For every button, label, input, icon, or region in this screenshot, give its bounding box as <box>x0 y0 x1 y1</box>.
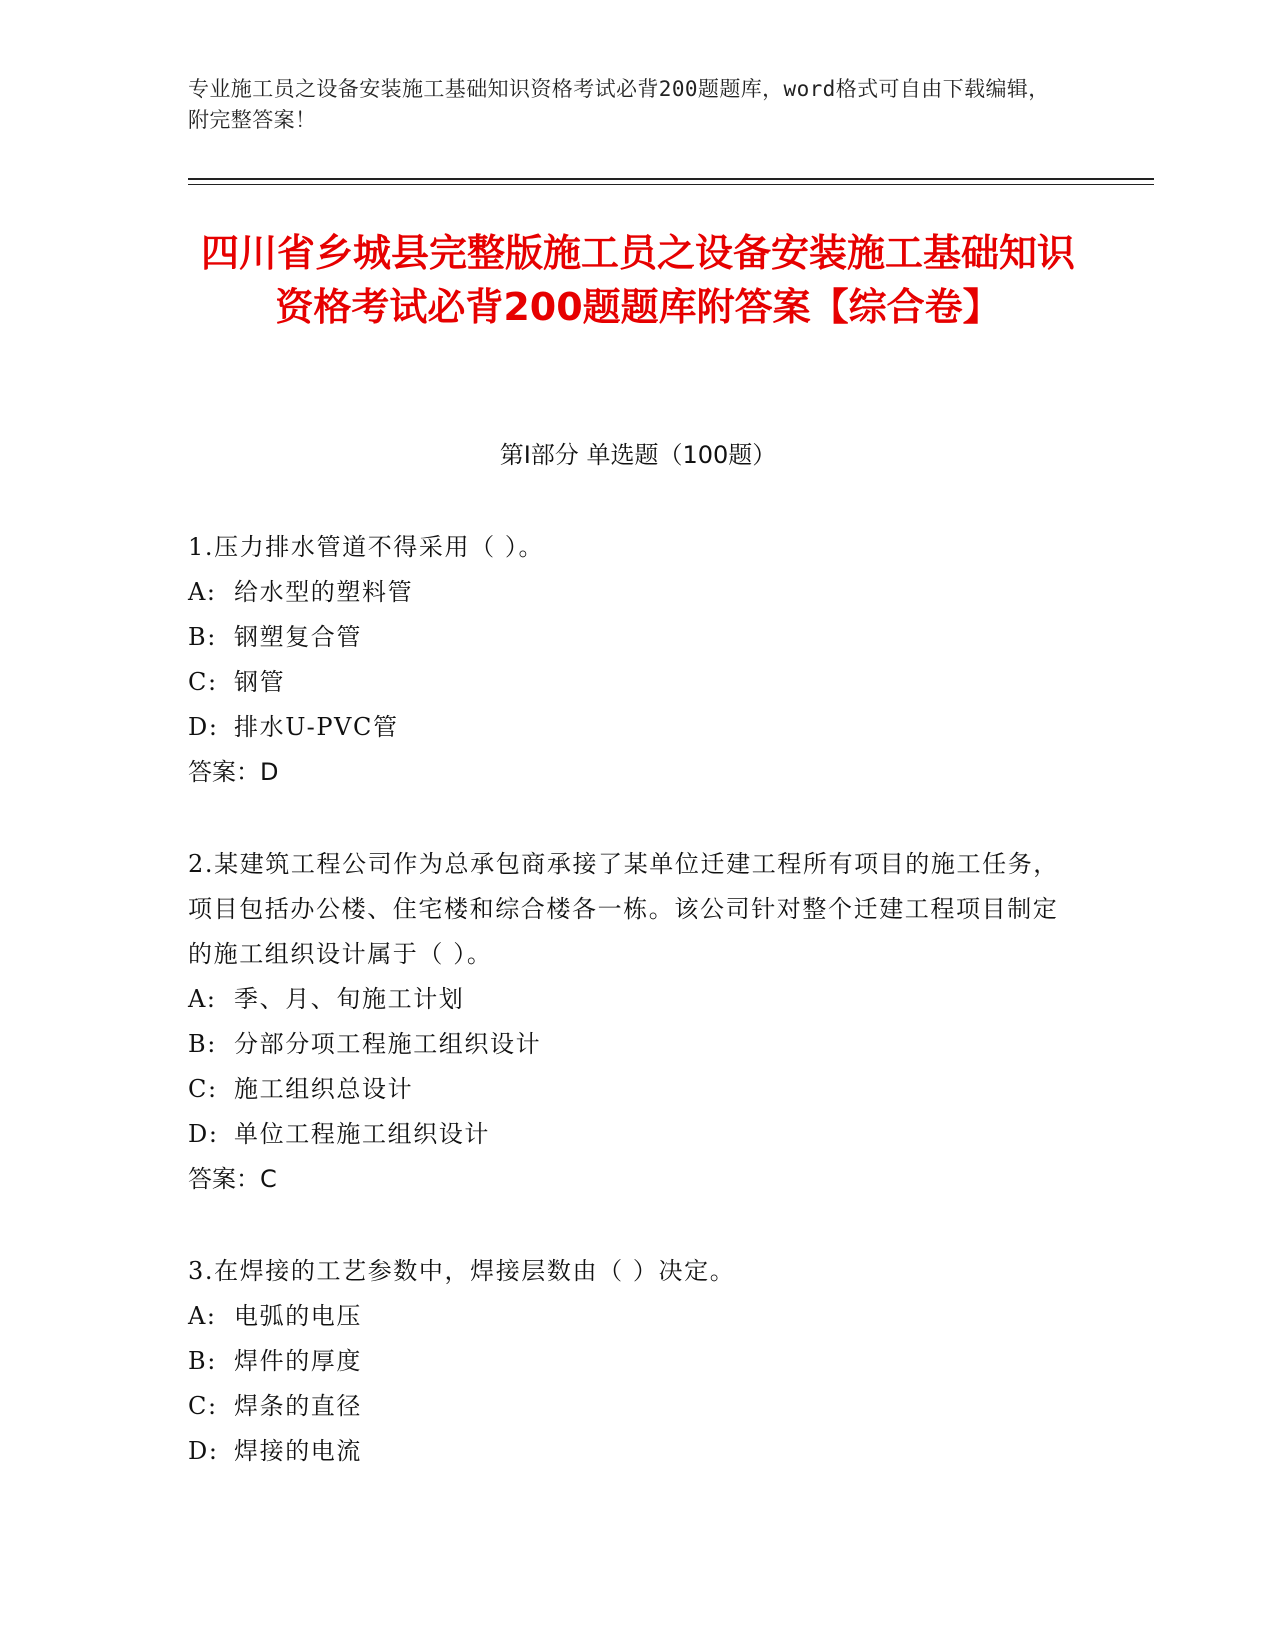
question-stem: 3.在焊接的工艺参数中，焊接层数由（ ）决定。 <box>188 1257 736 1285</box>
option-text: 电弧的电压 <box>234 1302 362 1330</box>
option-text: 焊条的直径 <box>234 1392 362 1420</box>
option-key: A: <box>188 985 217 1013</box>
option-key: A: <box>188 578 217 606</box>
option-text: 给水型的塑料管 <box>234 578 414 606</box>
option-b <box>188 1022 1068 1067</box>
option-a <box>188 570 1068 615</box>
question-1 <box>188 525 1068 795</box>
option-text: 焊件的厚度 <box>234 1347 362 1375</box>
option-key: A: <box>188 1302 217 1330</box>
option-key: B: <box>188 1347 217 1375</box>
option-text: 钢管 <box>234 668 286 696</box>
question-3 <box>188 1249 1068 1474</box>
option-text: 单位工程施工组织设计 <box>234 1120 490 1148</box>
option-d <box>188 1112 1068 1157</box>
option-text: 钢塑复合管 <box>234 623 362 651</box>
option-c <box>188 660 1068 705</box>
section-title: 第I部分 单选题（100题） <box>499 441 777 469</box>
option-text: 焊接的电流 <box>234 1437 362 1465</box>
option-b <box>188 1339 1068 1384</box>
option-key: C: <box>188 1075 218 1103</box>
option-key: C: <box>188 1392 218 1420</box>
header-note: 专业施工员之设备安装施工基础知识资格考试必背200题题库，word格式可自由下载编辑，附完整答案！ <box>188 77 1050 132</box>
question-stem: 1.压力排水管道不得采用（ ）。 <box>188 533 545 561</box>
option-c <box>188 1067 1068 1112</box>
option-a <box>188 977 1068 1022</box>
document-title: 四川省乡城县完整版施工员之设备安装施工基础知识资格考试必背200题题库附答案【综合卷】 <box>200 231 1075 329</box>
option-text: 分部分项工程施工组织设计 <box>234 1030 542 1058</box>
question-stem: 2.某建筑工程公司作为总承包商承接了某单位迁建工程所有项目的施工任务，项目包括办公楼、住宅楼和综合楼各一栋。该公司针对整个迁建工程项目制定的施工组织设计属于（ ）。 <box>188 850 1059 968</box>
option-d <box>188 705 1068 750</box>
header-divider-thin <box>188 184 1154 185</box>
option-key: D: <box>188 1120 219 1148</box>
answer-line: 答案：C <box>188 1165 277 1193</box>
option-key: C: <box>188 668 218 696</box>
question-2 <box>188 842 1068 1202</box>
option-text: 季、月、旬施工计划 <box>234 985 465 1013</box>
option-a <box>188 1294 1068 1339</box>
option-key: D: <box>188 713 219 741</box>
option-text: 排水U-PVC管 <box>234 713 399 741</box>
option-key: D: <box>188 1437 219 1465</box>
header-divider-thick <box>188 178 1154 180</box>
option-b <box>188 615 1068 660</box>
question-list <box>188 525 1068 1521</box>
answer-line: 答案：D <box>188 758 279 786</box>
option-c <box>188 1384 1068 1429</box>
option-key: B: <box>188 623 217 651</box>
option-d <box>188 1429 1068 1474</box>
option-text: 施工组织总设计 <box>234 1075 414 1103</box>
option-key: B: <box>188 1030 217 1058</box>
